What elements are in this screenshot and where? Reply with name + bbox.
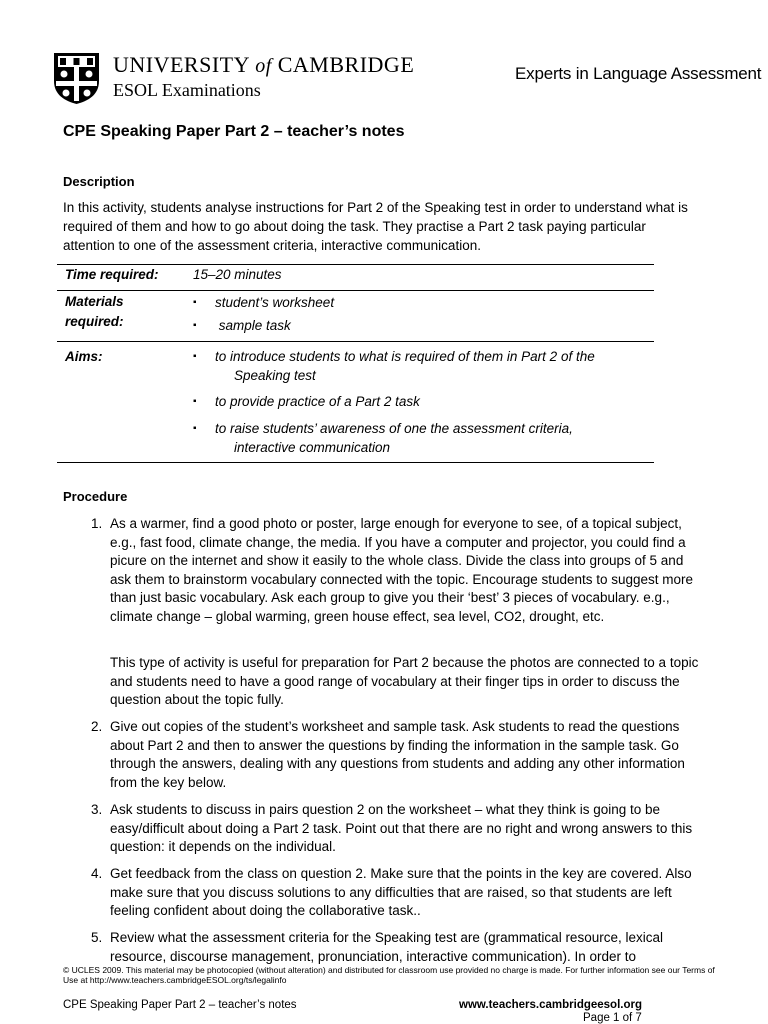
description-text: In this activity, students analyse instructions for Part 2 of the Speaking test in order to understand what is required of them and how to go about doing the task. They practise a Part 2 task paying particular attention to one of the assessment criteria, interactive communication. (63, 200, 688, 253)
materials-item: sample task (215, 318, 291, 333)
bullet: ▪ (193, 297, 197, 308)
procedure-item: As a warmer, find a good photo or poster, large enough for everyone to see, of a topical subject, e.g., fast food, climate change, the media. If you have a computer and projector, you could find a picure on the internet and show it easily to the whole class. Divide the class into groups of 5 and ask them to brainstorm vocabulary connected with the topic. Encourage students to suggest more than just basic vocabulary. Ask each group to give you their ‘best’ 3 pieces of vocabulary. e.g., climate change – global warming, green house effect, sea level, CO2, drought, etc. (110, 516, 694, 624)
page-title: CPE Speaking Paper Part 2 – teacher’s notes (63, 123, 405, 140)
footer-title: CPE Speaking Paper Part 2 – teacher’s notes (63, 999, 297, 1011)
aims-label: Aims: (65, 349, 103, 364)
esol-examinations: ESOL Examinations (113, 80, 261, 100)
procedure-paragraph: This type of activity is useful for preparation for Part 2 because the photos are connected to a topic and students need to have a good range of vocabulary at their finger tips in order to discuss the question about the topic fully. (110, 655, 699, 707)
procedure-item: Review what the assessment criteria for the Speaking test are (grammatical resource, lexical resource, discourse management, pronunciation, interactive communication). In order to (110, 930, 663, 964)
table-rule (57, 341, 654, 342)
tagline: Experts in Language Assessment (515, 64, 762, 83)
bullet: ▪ (193, 320, 197, 331)
time-label: Time required: (65, 267, 159, 282)
page-number: Page 1 of 7 (583, 1012, 642, 1024)
bullet: ▪ (193, 351, 197, 362)
list-number: 3. (91, 802, 103, 817)
list-number: 2. (91, 719, 103, 734)
university-name: UNIVERSITY of CAMBRIDGE (113, 52, 415, 77)
description-heading: Description (63, 174, 135, 189)
procedure-item: Give out copies of the student’s worksheet and sample task. Ask students to read the questions about Part 2 and then to answer the questions by finding the information in the sample task. Go through the answers, dealing with any questions from students and adding any other information from the key below. (110, 719, 685, 790)
aim-item-continued: interactive communication (234, 440, 391, 455)
aim-item: to raise students’ awareness of one the assessment criteria, (215, 421, 573, 436)
procedure-item: Ask students to discuss in pairs question 2 on the worksheet – what they think is going to be easy/difficult about doing a Part 2 task. Point out that there are no right and wrong answers to this question: it depends on the individual. (110, 802, 693, 854)
materials-label: Materials required: (65, 294, 124, 329)
copyright-notice: © UCLES 2009. This material may be photocopied (without alteration) and distributed for classroom use provided no charge is made. For further information see our Terms of Use at http://www.teachers.cambridgeESOL.org/ts/legalinfo (63, 965, 715, 985)
time-value: 15–20 minutes (193, 267, 282, 282)
cambridge-crest-logo (52, 51, 101, 105)
bullet: ▪ (193, 396, 197, 407)
aim-item: to introduce students to what is required of them in Part 2 of the (215, 349, 595, 364)
list-number: 5. (91, 930, 103, 945)
list-number: 1. (91, 516, 103, 531)
aim-item: to provide practice of a Part 2 task (215, 394, 420, 409)
table-rule-bottom (57, 462, 654, 463)
list-number: 4. (91, 866, 103, 881)
procedure-item: Get feedback from the class on question 2. Make sure that the points in the key are covered. Also make sure that you discuss solutions to any difficulties that are raised, so that students are left feeling confident about doing the collaborative task.. (110, 866, 692, 918)
materials-item: student’s worksheet (215, 295, 335, 310)
aim-item-continued: Speaking test (234, 368, 316, 383)
bullet: ▪ (193, 423, 197, 434)
footer-url-link[interactable]: www.teachers.cambridgeesol.org (459, 999, 642, 1011)
procedure-heading: Procedure (63, 489, 128, 504)
table-rule (57, 290, 654, 291)
